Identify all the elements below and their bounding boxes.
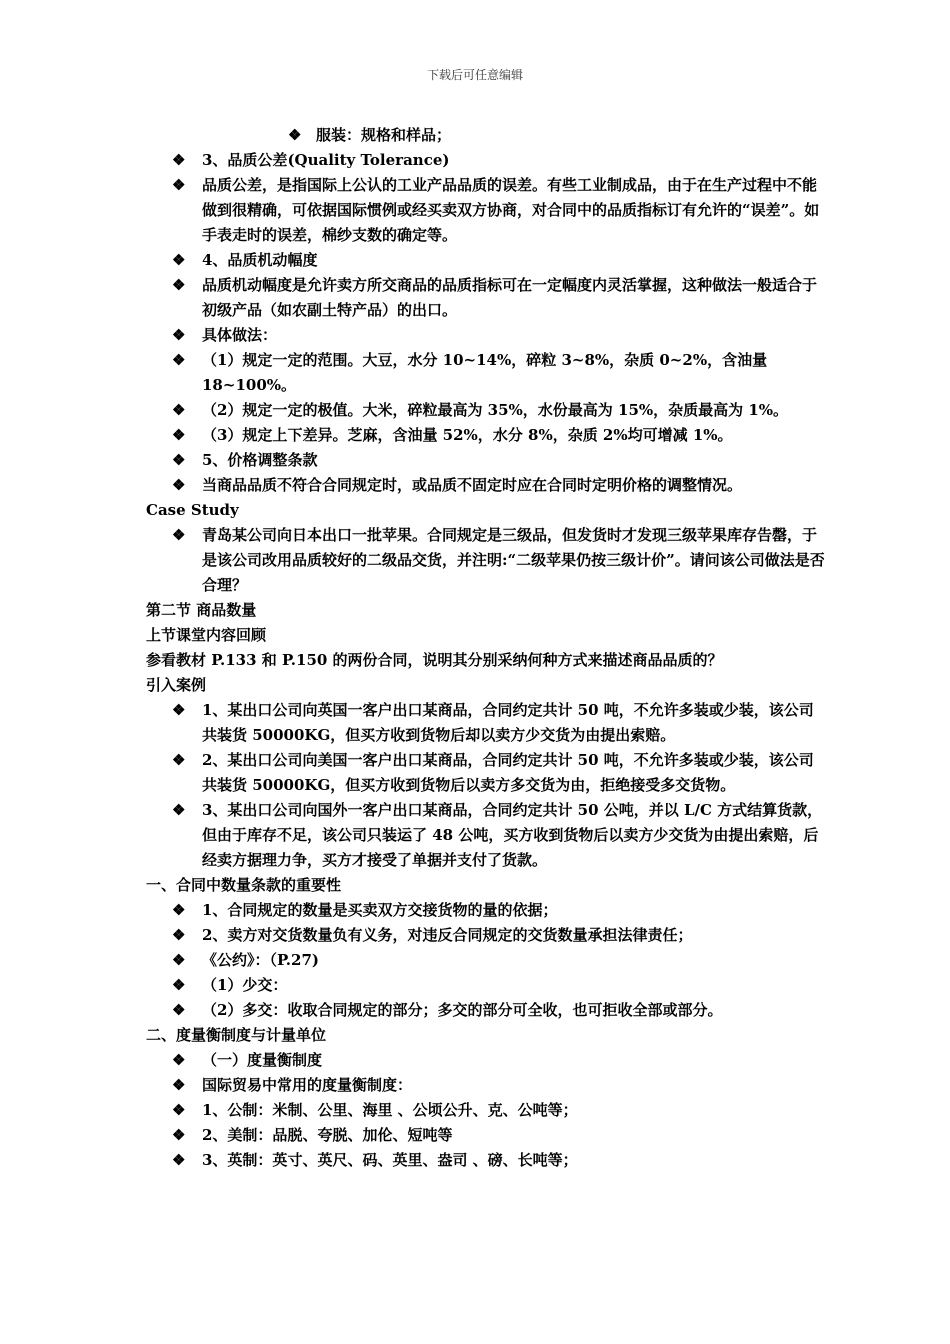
bullet-icon: ❖ <box>172 801 186 819</box>
bullet-icon: ❖ <box>172 476 186 494</box>
bullet-icon: ❖ <box>172 1151 186 1169</box>
bullet-item <box>146 998 826 1023</box>
line-text: （一）度量衡制度 <box>202 1051 323 1069</box>
bullet-icon: ❖ <box>288 126 302 144</box>
line-text: 参看教材 P.133 和 P.150 的两份合同，说明其分别采纳何种方式来描述商品品质的？ <box>146 651 723 669</box>
bullet-item <box>146 173 826 248</box>
bullet-item <box>146 1148 826 1173</box>
bullet-icon: ❖ <box>172 1051 186 1069</box>
bullet-item <box>146 798 826 873</box>
bullet-item <box>146 273 826 323</box>
line-text: 《公约》：（P.27) <box>202 951 319 969</box>
heading-line <box>146 648 826 673</box>
line-text: （3）规定上下差异。芝麻，含油量 52%，水分 8%，杂质 2%均可增减 1%。 <box>202 426 733 444</box>
line-text: 当商品品质不符合合同规定时，或品质不固定时应在合同时定明价格的调整情况。 <box>202 476 743 494</box>
bullet-item <box>146 348 826 398</box>
bullet-icon: ❖ <box>172 926 186 944</box>
document-body <box>146 123 826 1173</box>
bullet-item <box>146 123 826 148</box>
bullet-item <box>146 898 826 923</box>
bullet-item <box>146 398 826 423</box>
bullet-icon: ❖ <box>172 701 186 719</box>
bullet-icon: ❖ <box>172 1076 186 1094</box>
bullet-item <box>146 948 826 973</box>
line-text: 品质机动幅度是允许卖方所交商品的品质指标可在一定幅度内灵活掌握，这种做法一般适合于初级产品（如农副土特产品）的出口。 <box>202 276 818 319</box>
bullet-item <box>146 248 826 273</box>
line-text: 5、价格调整条款 <box>202 451 318 469</box>
line-text: 青岛某公司向日本出口一批苹果。合同规定是三级品，但发货时才发现三级苹果库存告罄，于是该公司改用品质较好的二级品交货，并注明:“二级苹果仍按三级计价”。请问该公司做法是否合理？ <box>202 526 825 594</box>
line-text: （1）规定一定的范围。大豆，水分 10~14%，碎粒 3~8%，杂质 0~2%，含油量 18~100%。 <box>202 351 768 394</box>
line-text: （1）少交： <box>202 976 288 994</box>
line-text: 1、某出口公司向英国一客户出口某商品，合同约定共计 50 吨，不允许多装或少装，该公司共装货 50000KG，但买方收到货物后却以卖方少交货为由提出索赔。 <box>202 701 814 744</box>
line-text: 国际贸易中常用的度量衡制度： <box>202 1076 413 1094</box>
line-text: 1、合同规定的数量是买卖双方交接货物的量的依据； <box>202 901 558 919</box>
bullet-icon: ❖ <box>172 1126 186 1144</box>
bullet-item <box>146 523 826 598</box>
bullet-icon: ❖ <box>172 526 186 544</box>
line-text: Case Study <box>146 501 239 519</box>
bullet-icon: ❖ <box>172 426 186 444</box>
bullet-icon: ❖ <box>172 1101 186 1119</box>
bullet-icon: ❖ <box>172 326 186 344</box>
line-text: 4、品质机动幅度 <box>202 251 318 269</box>
bullet-item <box>146 1073 826 1098</box>
bullet-icon: ❖ <box>172 276 186 294</box>
bullet-icon: ❖ <box>172 176 186 194</box>
line-text: 3、英制：英寸、英尺、码、英里、盎司 、磅、长吨等； <box>202 1151 578 1169</box>
line-text: 二、度量衡制度与计量单位 <box>146 1026 327 1044</box>
line-text: 1、公制：米制、公里、海里 、公顷公升、克、公吨等； <box>202 1101 578 1119</box>
bullet-icon: ❖ <box>172 901 186 919</box>
bullet-icon: ❖ <box>172 251 186 269</box>
heading-line <box>146 498 826 523</box>
line-text: 上节课堂内容回顾 <box>146 626 267 644</box>
line-text: 2、某出口公司向美国一客户出口某商品，合同约定共计 50 吨，不允许多装或少装，该公司共装货 50000KG，但买方收到货物后以卖方多交货为由，拒绝接受多交货物。 <box>202 751 814 794</box>
bullet-icon: ❖ <box>172 151 186 169</box>
line-text: （2）规定一定的极值。大米，碎粒最高为 35%，水份最高为 15%，杂质最高为 1%。 <box>202 401 789 419</box>
line-text: 3、品质公差(Quality Tolerance) <box>202 151 450 169</box>
bullet-item <box>146 698 826 748</box>
bullet-item <box>146 148 826 173</box>
line-text: 服装：规格和样品； <box>316 126 452 144</box>
bullet-item <box>146 1123 826 1148</box>
bullet-icon: ❖ <box>172 1001 186 1019</box>
heading-line <box>146 673 826 698</box>
bullet-item <box>146 973 826 998</box>
bullet-icon: ❖ <box>172 951 186 969</box>
bullet-icon: ❖ <box>172 451 186 469</box>
heading-line <box>146 873 826 898</box>
bullet-item <box>146 323 826 348</box>
bullet-icon: ❖ <box>172 351 186 369</box>
line-text: 2、美制：品脱、夸脱、加伦、短吨等 <box>202 1126 453 1144</box>
page-header: 下载后可任意编辑 <box>426 68 523 82</box>
heading-line <box>146 623 826 648</box>
line-text: 引入案例 <box>146 676 207 694</box>
line-text: 第二节 商品数量 <box>146 601 257 619</box>
line-text: 具体做法： <box>202 326 278 344</box>
bullet-item <box>146 473 826 498</box>
line-text: 2、卖方对交货数量负有义务，对违反合同规定的交货数量承担法律责任； <box>202 926 693 944</box>
bullet-item <box>146 448 826 473</box>
line-text: 3、某出口公司向国外一客户出口某商品，合同约定共计 50 公吨，并以 L/C 方式结算货款，但由于库存不足，该公司只装运了 48 公吨，买方收到货物后以卖方少交货为由提出索赔，后经卖方据理力争，买方才接受了单据并支付了货款。 <box>202 801 823 869</box>
bullet-item <box>146 748 826 798</box>
bullet-icon: ❖ <box>172 401 186 419</box>
bullet-item <box>146 923 826 948</box>
line-text: 一、合同中数量条款的重要性 <box>146 876 342 894</box>
bullet-item <box>146 1048 826 1073</box>
bullet-icon: ❖ <box>172 751 186 769</box>
bullet-icon: ❖ <box>172 976 186 994</box>
line-text: （2）多交：收取合同规定的部分；多交的部分可全收，也可拒收全部或部分。 <box>202 1001 723 1019</box>
bullet-item <box>146 1098 826 1123</box>
bullet-item <box>146 423 826 448</box>
heading-line <box>146 598 826 623</box>
line-text: 品质公差，是指国际上公认的工业产品品质的误差。有些工业制成品，由于在生产过程中不能做到很精确，可依据国际惯例或经买卖双方协商，对合同中的品质指标订有允许的“误差”。如手表走时的误差，棉纱支数的确定等。 <box>202 176 820 244</box>
heading-line <box>146 1023 826 1048</box>
